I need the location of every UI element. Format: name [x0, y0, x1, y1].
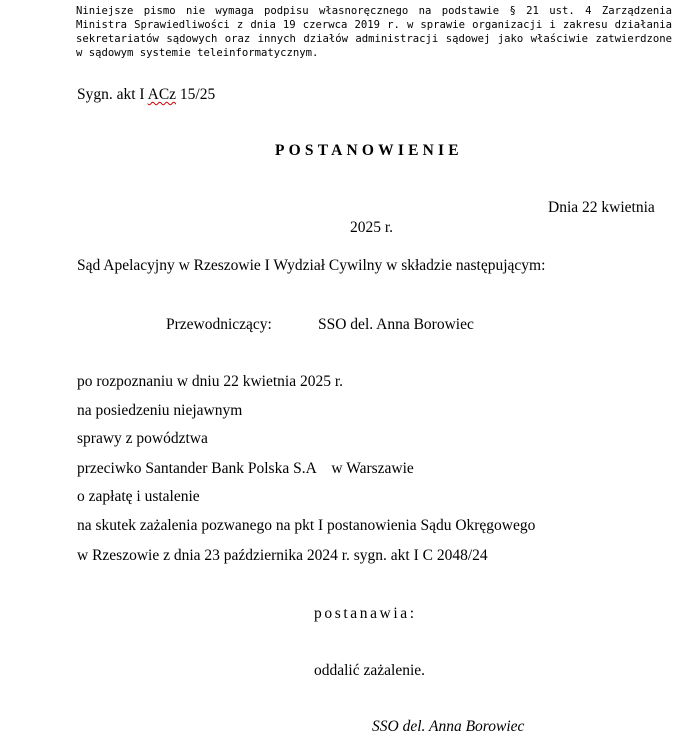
- court-composition-intro: Sąd Apelacyjny w Rzeszowie I Wydział Cywilny w składzie następującym:: [77, 257, 546, 274]
- electronic-signature-notice: Niniejsze pismo nie wymaga podpisu własnoręcznego na podstawie § 21 ust. 4 Zarządzenia Ministra Sprawiedliwości z dnia 19 czerwca 2019 r. w sprawie organizacji i zakresu działania sekretariatów sądowych oraz innych działów administracji sądowej jako właściwie zatwierdzone w sądowym systemie teleinformatycznym.: [76, 5, 672, 59]
- case-ref-prefix: Sygn. akt I: [77, 86, 148, 103]
- case-ref-number: 15/25: [176, 86, 216, 103]
- body-line: w Rzeszowie z dnia 23 października 2024 r. sygn. akt I C 2048/24: [77, 547, 488, 564]
- decision-text: oddalić zażalenie.: [314, 662, 426, 679]
- case-reference: [77, 86, 215, 104]
- body-line: na posiedzeniu niejawnym: [77, 402, 243, 419]
- document-title: POSTANOWIENIE: [275, 142, 463, 159]
- presiding-judge: SSO del. Anna Borowiec: [318, 316, 474, 333]
- decision-heading: postanawia:: [314, 605, 417, 622]
- date-line-1: Dnia 22 kwietnia: [548, 199, 655, 216]
- judge-signature: SSO del. Anna Borowiec: [372, 718, 525, 735]
- case-ref-code: ACz: [147, 86, 177, 103]
- presiding-role: Przewodniczący:: [166, 316, 272, 333]
- body-line: sprawy z powództwa: [77, 430, 208, 447]
- body-line: na skutek zażalenia pozwanego na pkt I postanowienia Sądu Okręgowego: [77, 517, 536, 534]
- body-line: po rozpoznaniu w dniu 22 kwietnia 2025 r.: [77, 373, 344, 390]
- date-line-2: 2025 r.: [350, 219, 394, 236]
- body-line: przeciwko Santander Bank Polska S.A w Warszawie: [77, 460, 414, 477]
- body-line: o zapłatę i ustalenie: [77, 488, 200, 505]
